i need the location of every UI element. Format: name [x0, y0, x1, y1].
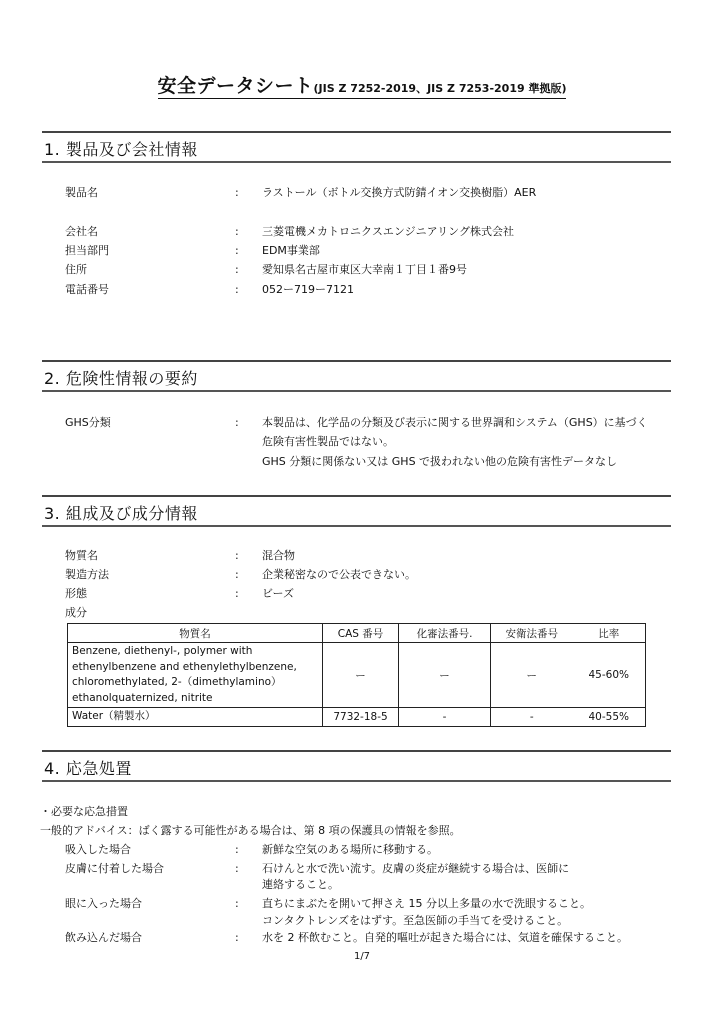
- field-label: 形態: [65, 587, 87, 600]
- field-value: 混合物: [262, 549, 295, 562]
- colon: :: [235, 549, 239, 562]
- colon: :: [235, 862, 239, 875]
- field-label: 物質名: [65, 549, 98, 562]
- section-3-header: [42, 495, 671, 527]
- field-value-line: 直ちにまぶたを開いて押さえ 15 分以上多量の水で洗眼すること。: [262, 897, 591, 910]
- section-2-header: [42, 360, 671, 392]
- colon: :: [235, 587, 239, 600]
- first-aid-bullet: ・必要な応急措置: [40, 805, 128, 818]
- anei-number-cell: -: [491, 708, 573, 727]
- section-1-heading: 1. 製品及び会社情報: [44, 140, 198, 159]
- field-label: 製造方法: [65, 568, 109, 581]
- field-value-line: 本製品は、化学品の分類及び表示に関する世界調和システム（GHS）に基づく: [262, 416, 648, 429]
- field-value-line: GHS 分類に関係ない又は GHS で扱われない他の危険有害性データなし: [262, 455, 618, 468]
- field-label: 製品名: [65, 186, 98, 199]
- colon: :: [235, 186, 239, 199]
- field-label: 飲み込んだ場合: [65, 931, 142, 944]
- colon: :: [235, 225, 239, 238]
- field-value-line: 新鮮な空気のある場所に移動する。: [262, 843, 438, 856]
- ratio-cell: 45-60%: [573, 643, 646, 708]
- document-title: [0, 76, 724, 99]
- field-label: GHS分類: [65, 416, 111, 429]
- field-label: 皮膚に付着した場合: [65, 862, 164, 875]
- colon: :: [235, 568, 239, 581]
- section-3-heading: 3. 組成及び成分情報: [44, 504, 198, 523]
- colon: :: [235, 897, 239, 910]
- field-value-line: 水を 2 杯飲むこと。自発的嘔吐が起きた場合には、気道を確保すること。: [262, 931, 628, 944]
- field-value: 052ー719ー7121: [262, 283, 354, 296]
- substance-name-line: chloromethylated, 2-（dimethylamino）: [72, 676, 282, 688]
- title-standard: (JIS Z 7252-2019、JIS Z 7253-2019 準拠版): [313, 82, 567, 95]
- cas-number-cell: ー: [323, 643, 399, 708]
- colon: :: [235, 283, 239, 296]
- colon: :: [235, 931, 239, 944]
- field-label: 電話番号: [65, 283, 109, 296]
- field-value: EDM事業部: [262, 244, 320, 257]
- substance-name-line: Water（精製水）: [72, 710, 156, 722]
- field-label: 吸入した場合: [65, 843, 131, 856]
- colon: :: [235, 843, 239, 856]
- general-advice: 一般的アドバイス：ばく露する可能性がある場合は、第 8 項の保護具の情報を参照。: [40, 824, 461, 837]
- colon: :: [235, 263, 239, 276]
- kashin-number-cell: -: [399, 708, 491, 727]
- table-header-row: [68, 624, 646, 643]
- anei-number-cell: ー: [491, 643, 573, 708]
- substance-name-cell: [68, 708, 323, 727]
- table-row: [68, 643, 646, 708]
- section-1-header: [42, 131, 671, 163]
- section-2-heading: 2. 危険性情報の要約: [44, 369, 198, 388]
- field-value: 三菱電機メカトロニクスエンジニアリング株式会社: [262, 225, 514, 238]
- field-value-line: 連絡すること。: [262, 878, 339, 891]
- header-ratio: 比率: [573, 624, 646, 643]
- substance-name-line: Benzene, diethenyl-, polymer with: [72, 645, 253, 657]
- field-label: 眼に入った場合: [65, 897, 142, 910]
- title-main: 安全データシート: [157, 75, 314, 97]
- header-anei-number: 安衛法番号: [491, 624, 573, 643]
- field-value-line: 石けんと水で洗い流す。皮膚の炎症が継続する場合は、医師に: [262, 862, 570, 875]
- header-cas-number: CAS 番号: [323, 624, 399, 643]
- substance-name-line: ethanolquaternized, nitrite: [72, 691, 213, 704]
- section-4-header: [42, 750, 671, 782]
- components-label: 成分: [65, 606, 87, 619]
- field-value-line: コンタクトレンズをはずす。至急医師の手当てを受けること。: [262, 914, 569, 927]
- substance-name-cell: [68, 643, 323, 708]
- colon: :: [235, 244, 239, 257]
- header-kashin-number: 化審法番号.: [399, 624, 491, 643]
- page-number: 1/7: [353, 951, 371, 962]
- field-label: 住所: [65, 263, 87, 276]
- table-row: [68, 708, 646, 727]
- field-value: 愛知県名古屋市東区大幸南１丁目１番9号: [262, 263, 467, 276]
- substance-name-line: ethenylbenzene and ethenylethylbenzene,: [72, 660, 297, 673]
- field-value-line: 危険有害性製品ではない。: [262, 435, 394, 448]
- kashin-number-cell: ー: [399, 643, 491, 708]
- field-value: 企業秘密なので公表できない。: [262, 568, 416, 581]
- field-value: ラストール（ボトル交換方式防錆イオン交換樹脂）AER: [262, 186, 537, 199]
- cas-number-cell: 7732-18-5: [323, 708, 399, 727]
- ratio-cell: 40-55%: [573, 708, 646, 727]
- colon: :: [235, 416, 239, 429]
- header-substance-name: 物質名: [68, 624, 323, 643]
- section-4-heading: 4. 応急処置: [44, 759, 132, 778]
- field-label: 担当部門: [65, 244, 109, 257]
- field-value: ビーズ: [262, 587, 295, 600]
- components-table: [67, 623, 646, 727]
- field-label: 会社名: [65, 225, 98, 238]
